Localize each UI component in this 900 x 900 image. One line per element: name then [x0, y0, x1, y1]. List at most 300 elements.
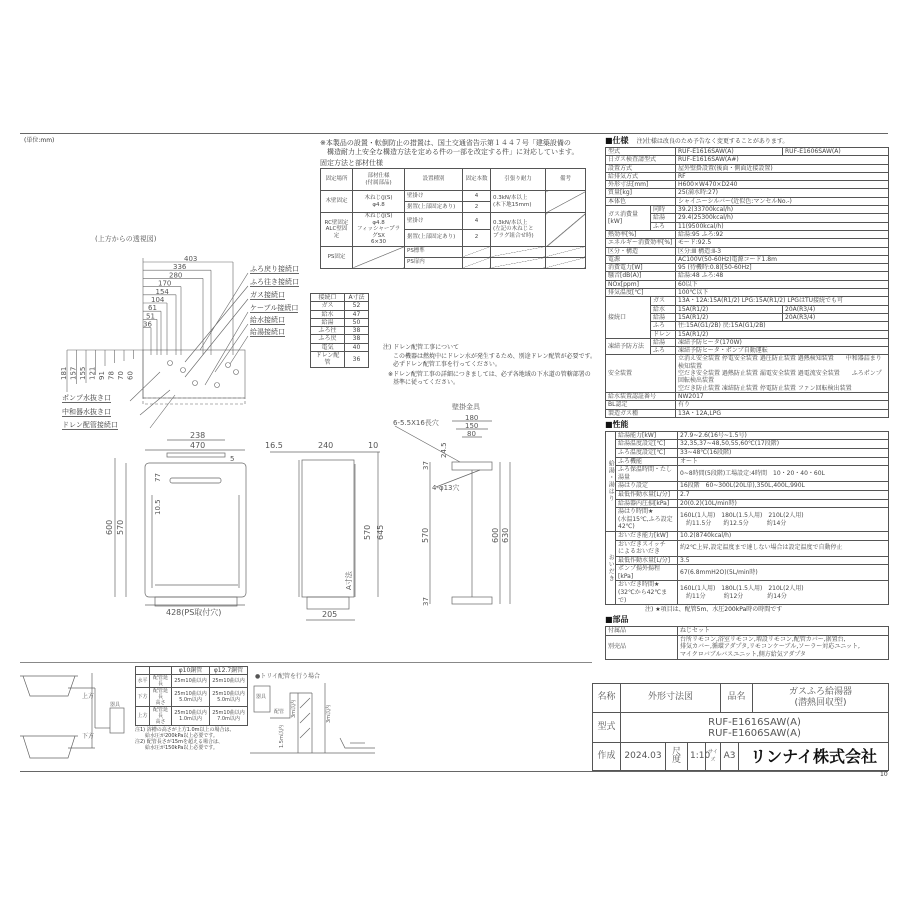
bathtub-diagram: [20, 668, 130, 768]
perf-value: 約2℃上昇,設定温度まで達しない場合は設定温度で自動停止: [678, 540, 889, 556]
spec-sublabel: 給水: [651, 305, 676, 313]
dim-label: 104: [151, 296, 165, 304]
dim-label: 91: [98, 371, 106, 380]
perf-label: 給湯器内圧損[kPa]: [616, 499, 678, 508]
product-label: 品名: [721, 684, 753, 713]
fix-type: PS標準: [405, 246, 463, 257]
table-row: [606, 565, 889, 581]
header: 部材仕様 (付属部品): [353, 169, 405, 191]
spec-value: RUF-E1616SAW(A): [676, 148, 783, 156]
perf-label: おいだき時間★ (32℃から42℃まで): [616, 581, 678, 605]
dim-label: 180: [465, 414, 479, 422]
fix-count: 2: [463, 202, 491, 213]
dim-label: 3m以内: [326, 704, 332, 723]
spec-value: AC100V(50-60Hz)電源コード1.8m: [676, 255, 889, 263]
pipe-cell: 25m10曲以内 5.0m以内: [210, 688, 248, 707]
table-row: [606, 392, 889, 400]
spec-label: 接続口: [606, 297, 651, 338]
parts-heading: ■部品: [605, 615, 629, 625]
dim-label: 155: [79, 366, 87, 380]
pipe-header: φ12.7銅管: [210, 667, 248, 675]
spec-value: 20A(R3/4): [783, 305, 889, 313]
table-row: [606, 239, 889, 247]
size-value: A3: [721, 743, 739, 771]
dim-label: 3m以内: [291, 699, 297, 718]
table-row: [606, 482, 889, 491]
made-date: 2024.03: [621, 743, 666, 771]
unit-label: (単位:mm): [24, 137, 55, 144]
model-label: 型式: [593, 713, 621, 743]
pipe-cell: 配管延長 高さ: [150, 707, 172, 726]
page-number: 10: [880, 771, 888, 778]
drain-note-line: 基準に従ってください。: [393, 379, 460, 386]
a-dim-value: 52: [345, 302, 369, 310]
spec-value: 凍結予防ヒータ(170W): [676, 338, 889, 346]
a-dim-value: 40: [345, 343, 369, 351]
pipe-cell: 25m10曲以内 1.0m以内: [172, 707, 210, 726]
spec-label: 本体色: [606, 197, 676, 205]
dim-label: 157: [69, 366, 78, 380]
perf-value: 0~8時間(5段階)工場設定:4時間 10・20・40・60L: [678, 466, 889, 482]
spec-value: 13A・12A:15A(R1/2) LPG:15A(R1/2) LPGはTU接続でも可: [676, 297, 889, 305]
spec-value: RUF-E1616SAW(A#): [676, 156, 889, 164]
table-row: [606, 297, 889, 305]
spec-label: 騒音[dB(A)]: [606, 272, 676, 280]
spec-value: 給湯:48 ふろ:48: [676, 272, 889, 280]
dim-label: 470: [190, 441, 206, 450]
dim-label: 78: [107, 371, 116, 380]
table-row: [606, 531, 889, 540]
perf-heading: ■性能: [605, 419, 629, 429]
table-row: [606, 206, 889, 214]
a-dim-value: 36: [345, 352, 369, 368]
spec-table: [605, 147, 889, 418]
size-label: サイズ: [706, 743, 721, 771]
header: 引張り耐力: [491, 169, 546, 191]
spec-sublabel: ふろ: [651, 322, 676, 330]
fix-type: 据置(上部固定あり): [405, 229, 463, 246]
table-row: [606, 197, 889, 205]
parts-table: [605, 626, 889, 659]
spec-sublabel: 同時: [651, 206, 676, 214]
table-row: [606, 556, 889, 565]
spec-value: 13A・12A,LPG: [676, 409, 889, 417]
spec-value: 有り: [676, 401, 889, 409]
drain-note-line: 必ずドレン配管工事を行ってください。: [393, 361, 501, 368]
drawing-name: 外形寸法図: [621, 684, 721, 713]
fix-type: PS扉内: [405, 257, 463, 268]
table-row: [606, 635, 889, 659]
dimension-drawings: [0, 0, 600, 660]
fix-count: 2: [463, 229, 491, 246]
hole-label: 4-φ13穴: [432, 484, 460, 492]
spec-value: H600×W470×D240: [676, 181, 889, 189]
company-logo: リンナイ株式会社: [739, 743, 889, 771]
table-row: [606, 431, 889, 440]
dim-label: 403: [184, 255, 198, 263]
dim-label: 37: [422, 461, 430, 470]
top-view-caption: (上方からの透視図): [95, 235, 157, 243]
pipe-length-table: [135, 666, 248, 726]
fix-count: 4: [463, 191, 491, 202]
dim-label: 51: [146, 312, 155, 321]
spec-label: 質量[kg]: [606, 189, 676, 197]
down-label: 下方: [82, 733, 95, 740]
table-row: [606, 230, 889, 238]
connection-port-label: ケーブル接続口: [250, 304, 299, 312]
spec-label: 給水装置認証番号: [606, 392, 676, 400]
drain-port-label: 中和器水抜き口: [62, 408, 111, 416]
connection-port-label: ふろ往き接続口: [250, 278, 299, 286]
spec-label: 区分・構造: [606, 247, 676, 255]
table-row: [606, 355, 889, 392]
dim-label: 121: [88, 366, 97, 380]
spec-value: 39.2(33700kcal/h): [676, 206, 889, 214]
trap-piping-diagram: [250, 668, 375, 768]
bracket-title: 壁掛金具: [452, 403, 480, 411]
spec-value: 凍結予防ヒータ・ポンプ自動運転: [676, 347, 889, 355]
table-row: [606, 172, 889, 180]
name-label: 名称: [593, 684, 621, 713]
spec-sublabel: ガス: [651, 297, 676, 305]
perf-label: ふろ温度設定[℃]: [616, 448, 678, 457]
dim-label: 80: [467, 430, 476, 438]
table-row: [606, 508, 889, 532]
title-block: [592, 683, 889, 771]
a-dim-value: 38: [345, 327, 369, 335]
perf-group-label: おいだき: [606, 531, 616, 604]
dim-label: 600: [491, 527, 500, 543]
table-row: [136, 688, 248, 707]
a-dim-value: 47: [345, 310, 369, 318]
notice-line-2: 構造耐力上安全な構造方法を定める件の一部を改定する件」に対応しています。: [320, 148, 579, 156]
table-row: [606, 581, 889, 605]
fixing-title: 固定方法と部材仕様: [320, 159, 383, 167]
perf-value: 27.9~2.6(16号~1.5号): [678, 431, 889, 440]
perf-label: 湯はり設定: [616, 482, 678, 491]
table-row: [606, 499, 889, 508]
divider: [20, 662, 592, 663]
fix-count: 4: [463, 213, 491, 230]
dim-label: 181: [60, 366, 68, 380]
spec-value: 20A(R3/4): [783, 313, 889, 321]
drain-port-label: ドレン配管接続口: [62, 421, 118, 429]
connection-port-label: ふろ戻り接続口: [250, 265, 299, 273]
table-row: [606, 280, 889, 288]
spec-label: 凍結予防方法: [606, 338, 651, 355]
dim-label: 37: [422, 597, 430, 606]
trap-title: ●トリイ配管を行う場合: [255, 673, 321, 680]
dim-label: 16.5: [265, 441, 283, 450]
connection-port-label: 給水接続口: [250, 316, 285, 324]
spec-column: [605, 134, 888, 660]
header: 固定本数: [463, 169, 491, 191]
perf-label: ポンプ揚外揚程[kPa]: [616, 565, 678, 581]
spec-label: 排気温度[℃]: [606, 289, 676, 297]
parts-label: 別売品: [606, 635, 678, 659]
pipe-cell: 下方: [136, 688, 150, 707]
header: 備考: [546, 169, 586, 191]
pipe-cell: 25m10曲以内 7.0m以内: [210, 707, 248, 726]
side-view: [265, 441, 385, 620]
spec-value: 立消え安全装置 停電安全装置 過圧防止装置 過熱検知装置 中和器詰まり検知装置 空だき安全装置 過熱防止装置 漏電安全装置 過電流安全装置 ふろポンプ回転検出装置 空だき防止装置 凍結防止装置 停電防止装置 ファン回転検出装置: [676, 355, 889, 392]
pipe-block: [135, 666, 247, 751]
spec-label: BL認定: [606, 401, 676, 409]
perf-group-label: 給湯・湯はり: [606, 431, 616, 531]
spec-value: 区分:Ⅲ 構造:Ⅱ-3: [676, 247, 889, 255]
spec-value: 往:15A(G1/2B) 戻:15A(G1/2B): [676, 322, 889, 330]
table-row: [606, 466, 889, 482]
dim-label: 5: [230, 455, 235, 463]
table-row: [606, 247, 889, 255]
notice-line-1: ※本製品の設置・転倒防止の措置は、国土交通省告示第１４４７号「建築設備の: [320, 139, 571, 147]
spec-value: RUF-E1606SAW(A): [783, 148, 889, 156]
table-row: [606, 457, 889, 466]
table-row: [606, 181, 889, 189]
spec-sublabel: ドレン: [651, 330, 676, 338]
table-row: [606, 490, 889, 499]
spec-sublabel: ふろ: [651, 347, 676, 355]
table-row: [136, 707, 248, 726]
up-label: 上方: [82, 693, 95, 700]
drain-note-title: 注) ドレン配管工事について: [383, 344, 459, 351]
dim-label: 570: [363, 524, 372, 540]
dim-label: 10: [368, 441, 379, 450]
spec-value: 給湯:95 ふろ:92: [676, 230, 889, 238]
spec-value: 100℃以下: [676, 289, 889, 297]
perf-value: 16段階 60~300L(20L単),350L,400L,990L: [678, 482, 889, 491]
perf-label: 給湯温度設定[℃]: [616, 440, 678, 449]
pipe-header: [136, 667, 150, 675]
a-dim-value: 50: [345, 318, 369, 326]
spec-value: 屋外壁掛設置(後面・側面近接設置): [676, 164, 889, 172]
perf-label: 最低作動水量[L/分]: [616, 490, 678, 499]
dim-label: 630: [501, 527, 510, 543]
dim-label: 36: [143, 320, 152, 329]
parts-label: 付属品: [606, 627, 678, 636]
spec-label: 熱効率[%]: [606, 230, 676, 238]
wall-bracket: [393, 402, 510, 606]
spec-label: ガス消費量[kW]: [606, 206, 651, 231]
product-name: ガスふろ給湯器 (潜熱回収型): [753, 684, 889, 713]
table-row: [606, 272, 889, 280]
spec-label: 給排気方式: [606, 172, 676, 180]
spec-label: 安全装置: [606, 355, 676, 392]
spec-sublabel: ふろ: [651, 222, 676, 230]
pipe-cell: 25m10曲以内: [172, 675, 210, 688]
spec-value: 60以下: [676, 280, 889, 288]
perf-label: 最低作動水量[L/分]: [616, 556, 678, 565]
model-number: RUF-E1616SAW(A): [708, 716, 801, 728]
spec-value: 15A(R1/2): [676, 313, 783, 321]
spec-value: RF: [676, 172, 889, 180]
perf-value: 3.5: [678, 556, 889, 565]
table-row: [606, 255, 889, 263]
spec-value: 15A(R1/2): [676, 330, 889, 338]
spec-label: 消費電力[W]: [606, 264, 676, 272]
table-row: [606, 401, 889, 409]
pipe-cell: 配管延長: [150, 675, 172, 688]
spec-value: シャイニーシルバー(近似色:マンセルNo.-): [676, 197, 889, 205]
pipe-cell: 配管延長 高さ: [150, 688, 172, 707]
pipe-cell: 25m10曲以内 5.0m以内: [172, 688, 210, 707]
fix-member: 木ねじ(J(S) φ4.8 フィッシャープラグSX 6×30: [353, 213, 405, 247]
perf-value: 160L(1人用) 180L(1.5人用) 210L(2人用) 約11.5分 約12.5分 約14分: [678, 508, 889, 532]
header: 固定場所: [321, 169, 353, 191]
dim-label: 170: [158, 279, 172, 288]
pipe-cell: 水平: [136, 675, 150, 688]
spec-value: 15A(R1/2): [676, 305, 783, 313]
drain-note-line: ※ドレン配管工事の詳細につきましては、必ず各地域の下水道の管轄部署の: [388, 371, 591, 378]
dim-label: 570: [116, 519, 125, 535]
performance-table: [605, 431, 889, 605]
table-row: [606, 540, 889, 556]
parts-value: 台所リモコン,浴室リモコン,増設リモコン,配管カバー,据置台, 排気カバー,循環アダプタ,リモコンケーブル,ソーラー対応ユニット, マイクロバブルバスユニット,側方給気アダプタ: [678, 635, 889, 659]
fix-type: 壁掛け: [405, 213, 463, 230]
spec-value: 29.4(25300kcal/h): [676, 214, 889, 222]
spec-label: NOx[ppm]: [606, 280, 676, 288]
perf-note: 注) ★項目は、配管5m、水圧200kPa時の時間です: [645, 606, 783, 614]
dim-label: 205: [322, 610, 338, 619]
dim-label: 1.5m以内: [279, 725, 285, 748]
a-dim-port: 給水: [311, 310, 345, 318]
dim-label: 60: [126, 371, 135, 380]
table-row: [606, 289, 889, 297]
dim-label: A寸法: [345, 571, 353, 590]
dim-label: 61: [148, 304, 157, 313]
pipe-header: [150, 667, 172, 675]
parts-value: ねじセット: [678, 627, 889, 636]
table-row: [606, 448, 889, 457]
dim-label: 600: [105, 519, 114, 535]
spec-label: 製造ガス種: [606, 409, 676, 417]
made-label: 作成: [593, 743, 621, 771]
perf-label: 湯はり時間★ (水温15℃,ふろ設定42℃): [616, 508, 678, 532]
perf-value: オート: [678, 457, 889, 466]
dim-label: 154: [155, 287, 169, 296]
a-dim-port: 電気: [311, 343, 345, 351]
spec-value: 11(9500kcal/h): [676, 222, 889, 230]
table-row: [606, 627, 889, 636]
fix-strength: 0.3kN/本以上 (木下地15mm): [491, 191, 546, 213]
dim-label: 238: [190, 431, 206, 440]
fix-place: 木壁固定: [321, 191, 353, 213]
unit-label: 器具: [110, 702, 121, 708]
spec-sublabel: 給湯: [651, 338, 676, 346]
pipe-cell: 上方: [136, 707, 150, 726]
connection-port-label: 給湯接続口: [250, 328, 285, 336]
pipe-label: 配管: [274, 709, 285, 715]
header: 設置種別: [405, 169, 463, 191]
spec-label: 設置方式: [606, 164, 676, 172]
spec-heading: ■仕様: [605, 136, 629, 145]
dim-label: 10.5: [154, 499, 162, 515]
dim-label: 336: [173, 263, 187, 272]
scale-label: 尺度: [666, 743, 688, 771]
table-row: [136, 667, 248, 675]
spec-value: NW2017: [676, 392, 889, 400]
table-row: [606, 164, 889, 172]
table-row: [136, 675, 248, 688]
perf-value: 10.2(8740kcal/h): [678, 531, 889, 540]
a-dim-port: ふろ往: [311, 327, 345, 335]
table-row: [606, 156, 889, 164]
connection-port-label: ガス接続口: [250, 291, 285, 299]
a-dim-value: 38: [345, 335, 369, 343]
dim-label: 645: [376, 524, 385, 540]
fix-place: RC壁固定 ALC壁固定: [321, 213, 353, 247]
spec-label: 電源: [606, 255, 676, 263]
spec-sublabel: 給湯: [651, 313, 676, 321]
dim-label: 70: [117, 371, 125, 380]
spec-note: 注)仕様は改良のため予告なく変更することがあります。: [636, 138, 789, 145]
dim-label: 570: [421, 527, 430, 543]
a-dim-port: 給湯: [311, 318, 345, 326]
table-row: [606, 189, 889, 197]
dim-label: 150: [465, 422, 479, 430]
dim-label: 280: [169, 271, 183, 280]
perf-value: 2.7: [678, 490, 889, 499]
fix-place: PS固定: [321, 246, 353, 268]
spec-label: エネルギー消費効率[%]: [606, 239, 676, 247]
fix-type: 壁掛け: [405, 191, 463, 202]
perf-label: ふろ機能: [616, 457, 678, 466]
dim-label: 77: [154, 473, 162, 482]
perf-value: 20(0.2)(10L/min時): [678, 499, 889, 508]
perf-value: 32,35,37~48,50,55,60℃(17段階): [678, 440, 889, 449]
a-dim-port: ふろ戻: [311, 335, 345, 343]
dim-label: 428(PS取付穴): [166, 608, 222, 617]
dim-label: 24.5: [440, 442, 448, 458]
table-row: [606, 440, 889, 449]
table-row: [606, 148, 889, 156]
spec-label: 日ガス検査請型式: [606, 156, 676, 164]
spec-value: 25(満水時:27): [676, 189, 889, 197]
scale-value: 1:10: [688, 743, 706, 771]
a-dim-port: ガス: [311, 302, 345, 310]
a-dim-header: A寸法: [345, 294, 369, 302]
drain-port-label: ポンプ水抜き口: [62, 394, 111, 402]
perf-label: おいだきスイッチ によるおいだき: [616, 540, 678, 556]
a-dim-port: ドレン配管: [311, 352, 345, 368]
perf-value: 33~48℃(16段階): [678, 448, 889, 457]
pipe-header: φ10銅管: [172, 667, 210, 675]
unit-label: 器具: [256, 694, 267, 700]
fix-strength: 0.3kN/本以上 (左記の木ねじと プラグ組合せ時): [491, 213, 546, 247]
model-number: RUF-E1606SAW(A): [708, 727, 801, 739]
dim-label: 240: [318, 441, 334, 450]
pipe-cell: 25m10曲以内: [210, 675, 248, 688]
table-row: [606, 264, 889, 272]
perf-value: 160L(1人用) 180L(1.5人用) 210L(2人用) 約11分 約12分 約14分: [678, 581, 889, 605]
perf-value: 67(6.8mmH2O)(5L/min時): [678, 565, 889, 581]
spec-value: モード:92.5: [676, 239, 889, 247]
fix-type: 据置(上部固定あり): [405, 202, 463, 213]
slot-label: 6-5.5X16長穴: [393, 419, 439, 427]
pipe-note: 注1) 浴槽の高さが上方1.0m以上の場合は、 給水圧が200kPa以上必要です。 注2) 配管長さが15mを超える場合は、 給水圧が150kPa以上必要です。: [135, 727, 235, 752]
fix-member: 木ねじ(J(S) φ4.8: [353, 191, 405, 213]
perf-label: 給湯能力[kW]: [616, 431, 678, 440]
a-dim-header: 接続口: [311, 294, 345, 302]
perf-label: ふろ保温時間・たし湯量: [616, 466, 678, 482]
table-row: [606, 409, 889, 417]
spec-label: 型式: [606, 148, 676, 156]
perf-label: おいだき能力[kW]: [616, 531, 678, 540]
spec-sublabel: 給湯: [651, 214, 676, 222]
drain-note-line: この機器は燃焼中にドレン水が発生するため、別途ドレン配管が必要です。: [393, 353, 596, 360]
table-row: [606, 338, 889, 346]
front-view: [105, 431, 246, 617]
